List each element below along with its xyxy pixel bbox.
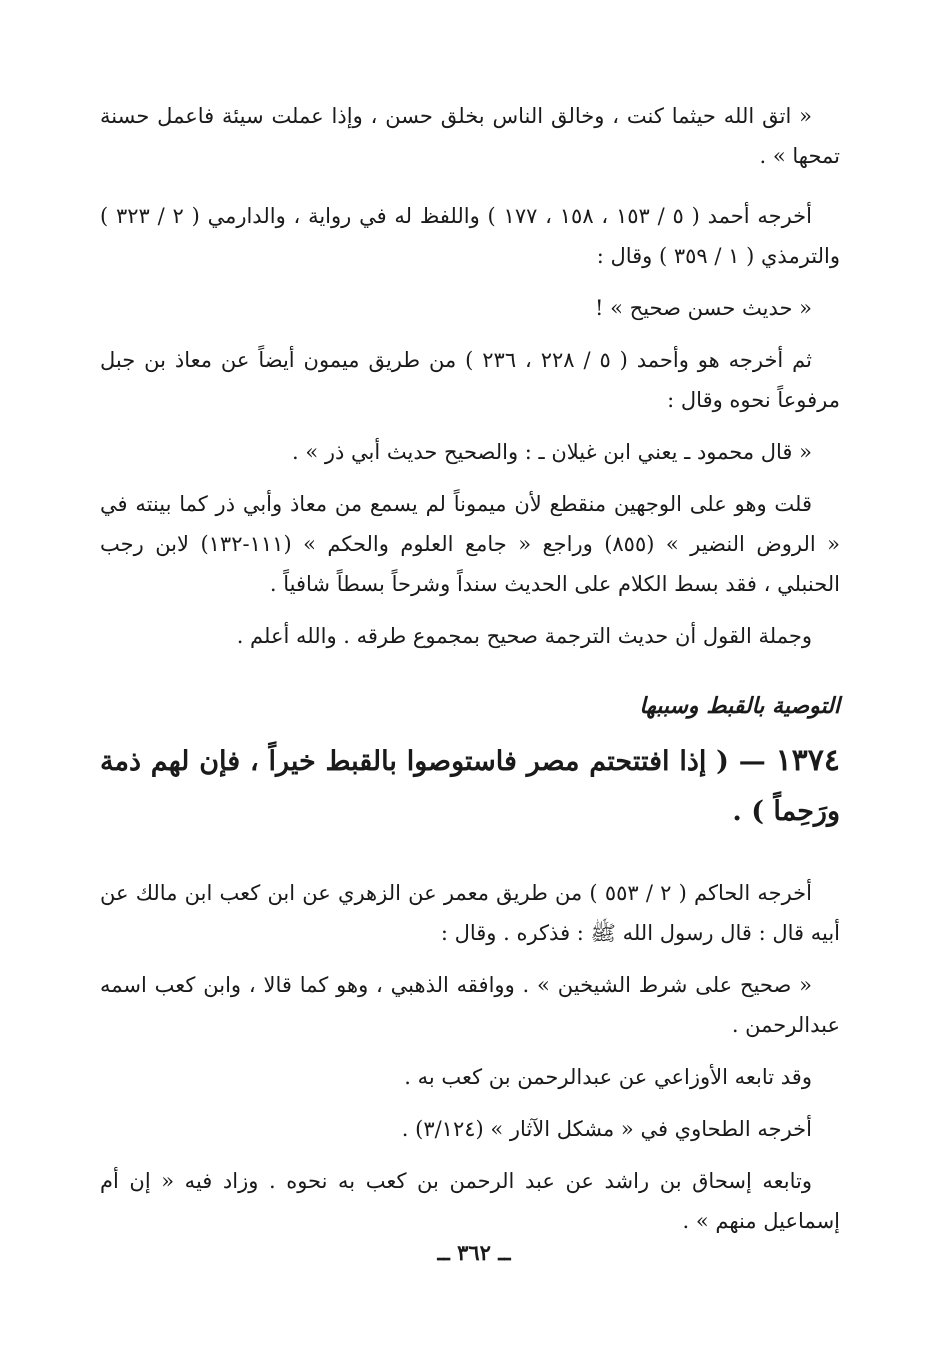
hadith-number: ١٣٧٤: [775, 743, 841, 778]
page-body: [100, 96, 840, 1241]
awzai-follow-up: وقد تابعه الأوزاعي عن عبدالرحمن بن كعب به .: [404, 1065, 812, 1089]
conclusion-paragraph: وجملة القول أن حديث الترجمة صحيح بمجموع طرقه . والله أعلم .: [236, 624, 812, 648]
takhrij-paragraph: أخرجه أحمد ( ٥ / ١٥٣ ، ١٥٨ ، ١٧٧ ) واللفظ له في رواية ، والدارمي ( ٢ / ٣٢٣ ) والترمذي ( ١ / ٣٥٩ ) وقال :: [100, 204, 840, 268]
tirmidhi-verdict: « حديث حسن صحيح » !: [595, 296, 812, 320]
author-comment: قلت وهو على الوجهين منقطع لأن ميموناً لم يسمع من معاذ وأبي ذر كما بينته في « الروض النضير » (٨٥٥) وراجع « جامع العلوم والحكم » (١١١-١٣٢) لابن رجب الحنبلي ، فقد بسط الكلام على الحديث سنداً وشرحاً بسطاً شافياً .: [100, 492, 840, 596]
ishaq-follow-up: وتابعه إسحاق بن راشد عن عبد الرحمن بن كعب به نحوه . وزاد فيه « إن أم إسماعيل منهم » .: [100, 1169, 840, 1233]
hakim-takhrij: أخرجه الحاكم ( ٢ / ٥٥٣ ) من طريق معمر عن الزهري عن ابن كعب ابن مالك عن أبيه قال : قال رسول الله ﷺ : فذكره . وقال :: [100, 881, 840, 945]
section-heading: التوصية بالقبط وسببها: [639, 693, 840, 719]
quote-paragraph: « اتق الله حيثما كنت ، وخالق الناس بخلق حسن ، وإذا عملت سيئة فاعمل حسنة تمحها » .: [100, 104, 840, 168]
hakim-verdict: « صحيح على شرط الشيخين » . ووافقه الذهبي ، وهو كما قالا ، وابن كعب اسمه عبدالرحمن .: [100, 973, 840, 1037]
hadith-entry: [100, 736, 840, 837]
second-takhrij-paragraph: ثم أخرجه هو وأحمد ( ٥ / ٢٢٨ ، ٢٣٦ ) من طريق ميمون أيضاً عن معاذ بن جبل مرفوعاً نحوه وقال :: [100, 348, 840, 412]
tahawi-takhrij: أخرجه الطحاوي في « مشكل الآثار » (٣/١٢٤) .: [401, 1117, 812, 1141]
hadith-text: — ( إذا افتتحتم مصر فاستوصوا بالقبط خيراً ، فإن لهم ذمة ورَحِماً ) .: [100, 746, 840, 827]
page-number: ــ ٣٦٢ ــ: [437, 1240, 511, 1265]
mahmud-quote: « قال محمود ـ يعني ابن غيلان ـ : والصحيح حديث أبي ذر » .: [292, 440, 812, 464]
